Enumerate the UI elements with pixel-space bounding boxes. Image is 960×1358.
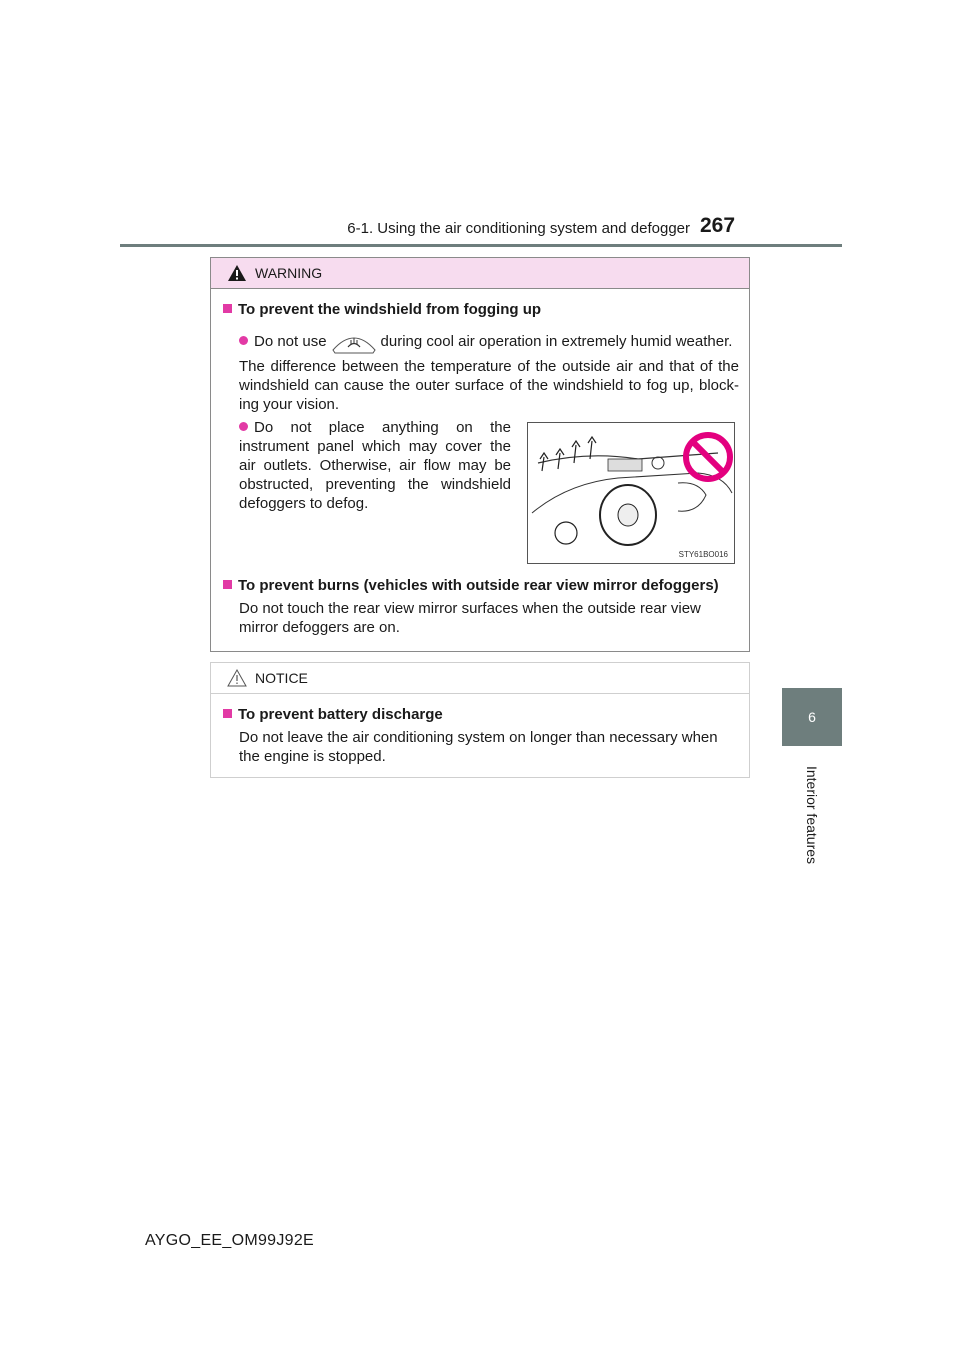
page-number: 267: [700, 214, 736, 237]
round-bullet-icon: [239, 422, 248, 431]
battery-body: Do not leave the air conditioning system on longer than necessary when the engine is stopped.: [239, 729, 718, 765]
header-rule: [120, 244, 842, 247]
notice-box: [210, 662, 750, 778]
square-bullet-icon: [223, 304, 232, 313]
square-bullet-icon: [223, 709, 232, 718]
illustration-code: STY61BO016: [678, 550, 728, 559]
section-title: 6-1. Using the air conditioning system and defogger: [347, 220, 690, 237]
windshield-bullet-1-continued: The difference between the temperature of the outside air and that of the windshield can cause the outer surface of the windshield to fog up, block-ing your vision.: [239, 358, 739, 413]
burns-section: [223, 576, 739, 637]
chapter-label: Interior features: [804, 765, 820, 865]
battery-title: To prevent battery discharge: [223, 705, 739, 724]
manual-code: AYGO_EE_OM99J92E: [145, 1232, 315, 1249]
windshield-defogger-button-icon: [331, 330, 377, 354]
warning-box: [210, 257, 750, 652]
square-bullet-icon: [223, 580, 232, 589]
chapter-tab[interactable]: [782, 688, 842, 746]
windshield-bullet-1: Do not use during cool air operation in extremely humid weather.: [223, 330, 739, 354]
windshield-section: [223, 300, 739, 414]
instrument-panel-illustration: [527, 422, 735, 564]
notice-triangle-icon: [227, 669, 247, 687]
battery-section: [223, 705, 739, 766]
burns-body: Do not touch the rear view mirror surfaces when the outside rear view mirror defoggers are on.: [239, 600, 701, 636]
windshield-bullet-2: Do not place anything on the instrument panel which may cover the air outlets. Otherwise, air flow may be obstructed, preventing the windshield defoggers to defog.: [239, 419, 511, 512]
warning-header: [211, 258, 749, 289]
windshield-title: To prevent the windshield from fogging up: [223, 300, 739, 319]
warning-label: WARNING: [255, 265, 323, 281]
notice-label: NOTICE: [255, 670, 308, 686]
notice-header: [211, 663, 749, 694]
round-bullet-icon: [239, 336, 248, 345]
chapter-number: 6: [808, 709, 816, 725]
burns-title: To prevent burns (vehicles with outside rear view mirror defoggers): [223, 576, 739, 595]
warning-triangle-icon: [227, 264, 247, 282]
